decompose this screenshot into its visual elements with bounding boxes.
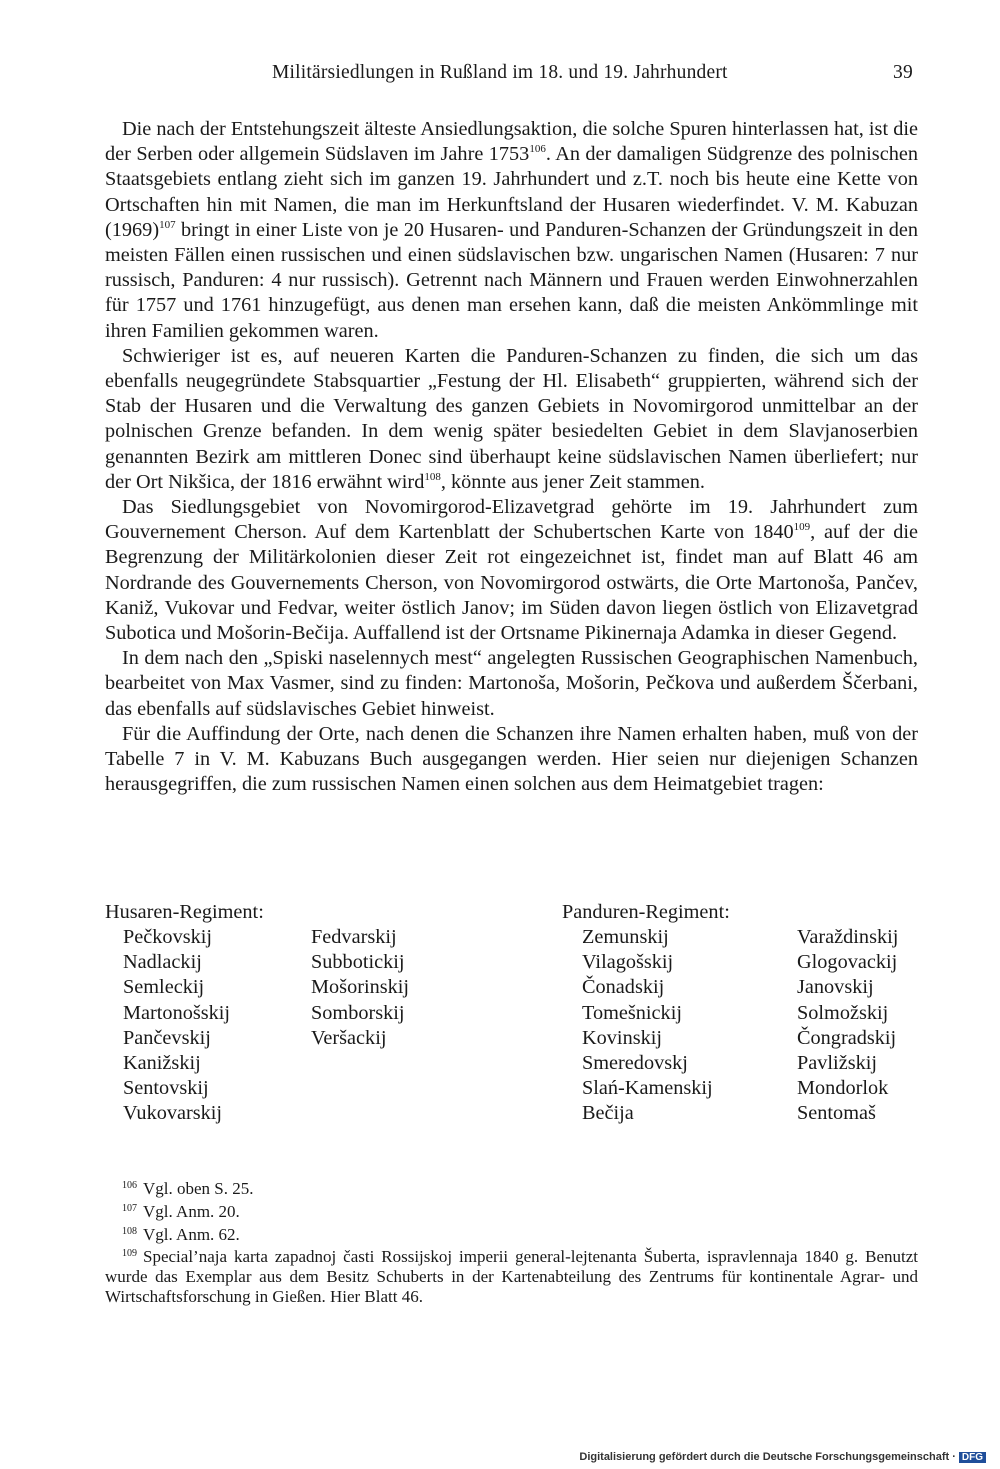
panduren-list-col1 — [582, 925, 713, 1127]
list-item: Mošorinskij — [311, 976, 410, 999]
list-item: Smeredovskj — [582, 1052, 688, 1075]
footnote-number: 106 — [122, 1180, 137, 1191]
digitization-notice — [579, 1451, 986, 1463]
footnote-text: Special’naja karta zapadnoj časti Rossijskoj imperii general-lejtenanta Šuberta, ispravlennaja 1840 g. Benutzt wurde das Exemplar aus dem Besitz Schuberts in der Kartenabteilung des Zentrums für kontinentale Agrar- und Wirtschaftsforschung in Gießen. Hier Blatt 46. — [105, 1247, 918, 1306]
list-item: Pančevskij — [123, 1026, 211, 1049]
husaren-list-col2 — [311, 925, 409, 1051]
list-item: Fedvarskij — [311, 926, 397, 948]
footnote-ref-107: 107 — [159, 218, 176, 231]
paragraph-4: In dem nach den „Spiski naselennych mest“ angelegten Russischen Geographischen Namenbuch, bearbeitet von Max Vasmer, sind zu finden: Martonoša, Mošorin, Pečkova und außerdem Ščerbani, das ebenfalls auf südslavisches Gebiet hinweist. — [105, 647, 918, 720]
paragraph-2 — [105, 344, 918, 495]
panduren-heading: Panduren-Regiment: — [562, 901, 730, 923]
running-header — [0, 62, 1000, 92]
paragraph-3 — [105, 495, 918, 646]
running-title: Militärsiedlungen in Rußland im 18. und 19. Jahrhundert — [272, 62, 728, 83]
paragraph-3-part-b: , auf der die Begrenzung der Militärkolonien dieser Zeit rot eingezeichnet ist, findet man auf Blatt 46 am Nordrande des Gouvernements Cherson, von Novomirgorod ostwärts, die Orte Martonoša, Pančev, Kaniž, Vukovar und Fedvar, weiter östlich Janov; im Süden davon liegen östlich von Elizavetgrad Subotica und Mošorin-Bečija. Auffallend ist der Ortsname Pikinernaja Adamka in dieser Gegend. — [105, 521, 918, 645]
list-item: Bečija — [582, 1102, 634, 1125]
dfg-logo: DFG — [959, 1452, 986, 1463]
list-item: Solmožskij — [797, 1001, 889, 1024]
digitization-text: Digitalisierung gefördert durch die Deutsche Forschungsgemeinschaft · — [579, 1451, 956, 1463]
footnote-number: 108 — [122, 1225, 137, 1237]
footnote-number: 107 — [122, 1202, 137, 1214]
husaren-list-col1 — [123, 925, 230, 1127]
list-item: Čongradskij — [797, 1026, 897, 1049]
list-item: Čonadskij — [582, 976, 665, 999]
list-item: Kovinskij — [582, 1026, 663, 1049]
list-item: Mondorlok — [797, 1077, 889, 1100]
list-item: Sentovskij — [123, 1077, 209, 1100]
list-item: Kanižskij — [123, 1052, 201, 1075]
footnote-text: Vgl. Anm. 20. — [143, 1201, 240, 1221]
list-item: Semleckij — [123, 976, 205, 999]
footnote-text: Vgl. Anm. 62. — [143, 1224, 240, 1244]
list-item: Pavližskij — [797, 1052, 877, 1075]
paragraph-1-part-b: . An der damaligen Südgrenze des polnischen Staatsgebiets entlang zieht sich im ganzen 19. Jahrhundert und z.T. noch bis heute eine Kette von Ortschaften hin mit Namen, die man im Herkunftsland der Husaren wiederfindet. V. M. Kabuzan (1969) — [105, 143, 918, 241]
panduren-list-col2 — [797, 925, 898, 1127]
footnote-number: 109 — [122, 1248, 137, 1260]
paragraph-3-part-a: Das Siedlungsgebiet von Novomirgorod-Elizavetgrad gehörte im 19. Jahrhundert zum Gouvernement Cherson. Auf dem Kartenblatt der Schubertschen Karte von 1840 — [105, 496, 918, 544]
footnote-ref-106: 106 — [529, 143, 546, 156]
list-item: Subbotickij — [311, 951, 405, 974]
footnote-text: Vgl. oben S. 25. — [143, 1179, 254, 1198]
paragraph-1 — [105, 117, 918, 344]
list-item: Vilagošskij — [582, 951, 674, 974]
footnote-ref-109: 109 — [793, 521, 811, 534]
husaren-heading: Husaren-Regiment: — [105, 901, 264, 923]
list-item: Slań-Kamenskij — [582, 1077, 713, 1100]
list-item: Glogovackij — [797, 951, 898, 974]
paragraph-2-part-b: , könnte aus jener Zeit stammen. — [440, 470, 705, 493]
list-item: Pečkovskij — [123, 926, 213, 948]
list-item: Zemunskij — [582, 926, 669, 948]
footnote-106 — [105, 1176, 918, 1199]
list-item: Janovskij — [797, 976, 874, 999]
footnote-108 — [105, 1222, 918, 1245]
footnote-109 — [105, 1244, 918, 1306]
list-item: Vukovarskij — [123, 1102, 223, 1125]
list-item: Martonošskij — [123, 1001, 231, 1024]
list-item: Veršackij — [311, 1026, 387, 1049]
page-number: 39 — [893, 62, 913, 83]
footnotes — [105, 1176, 918, 1307]
list-item: Nadlackij — [123, 951, 202, 974]
list-item: Somborskij — [311, 1001, 405, 1024]
paragraph-2-part-a: Schwieriger ist es, auf neueren Karten die Panduren-Schanzen zu finden, die sich um das ebenfalls neugegründete Stabsquartier „Festung der Hl. Elisabeth“ gruppierten, während sich der Stab der Husaren und die Verwaltung des ganzen Gebiets in Novomirgorod unmittelbar an der polnischen Grenze befanden. In dem wenig später besiedelten Gebiet in dem Slavjanoserbien genannten Bezirk am mittleren Donec sind überhaupt keine südslavischen Namen überliefert; nur der Ort Nikšica, der 1816 erwähnt wird — [105, 344, 918, 493]
list-item: Tomešnickij — [582, 1001, 682, 1024]
footnote-ref-108: 108 — [424, 470, 441, 483]
list-item: Varaždinskij — [797, 926, 899, 948]
main-text — [105, 117, 918, 797]
regiment-lists — [105, 900, 918, 1130]
list-item: Sentomaš — [797, 1102, 876, 1125]
paragraph-5: Für die Auffindung der Orte, nach denen die Schanzen ihre Namen erhalten haben, muß von der Tabelle 7 in V. M. Kabuzans Buch ausgegangen werden. Hier seien nur diejenigen Schanzen herausgegriffen, die zum russischen Namen einen solchen aus dem Heimatgebiet tragen: — [105, 722, 918, 796]
paragraph-1-part-a: Die nach der Entstehungszeit älteste Ansiedlungsaktion, die solche Spuren hinterlassen hat, ist die der Serben oder allgemein Südslaven im Jahre 1753 — [105, 118, 918, 166]
paragraph-1-part-c: bringt in einer Liste von je 20 Husaren- und Panduren-Schanzen der Gründungszeit in den meisten Fällen einen russischen und einen südslavischen bzw. ungarischen Namen (Husaren: 7 nur russisch, Panduren: 4 nur russisch). Getrennt nach Männern und Frauen werden Einwohnerzahlen für 1757 und 1761 hinzugefügt, aus denen man ersehen kann, daß die meisten Ankömmlinge mit ihren Familien gekommen waren. — [105, 218, 918, 342]
footnote-107 — [105, 1199, 918, 1222]
